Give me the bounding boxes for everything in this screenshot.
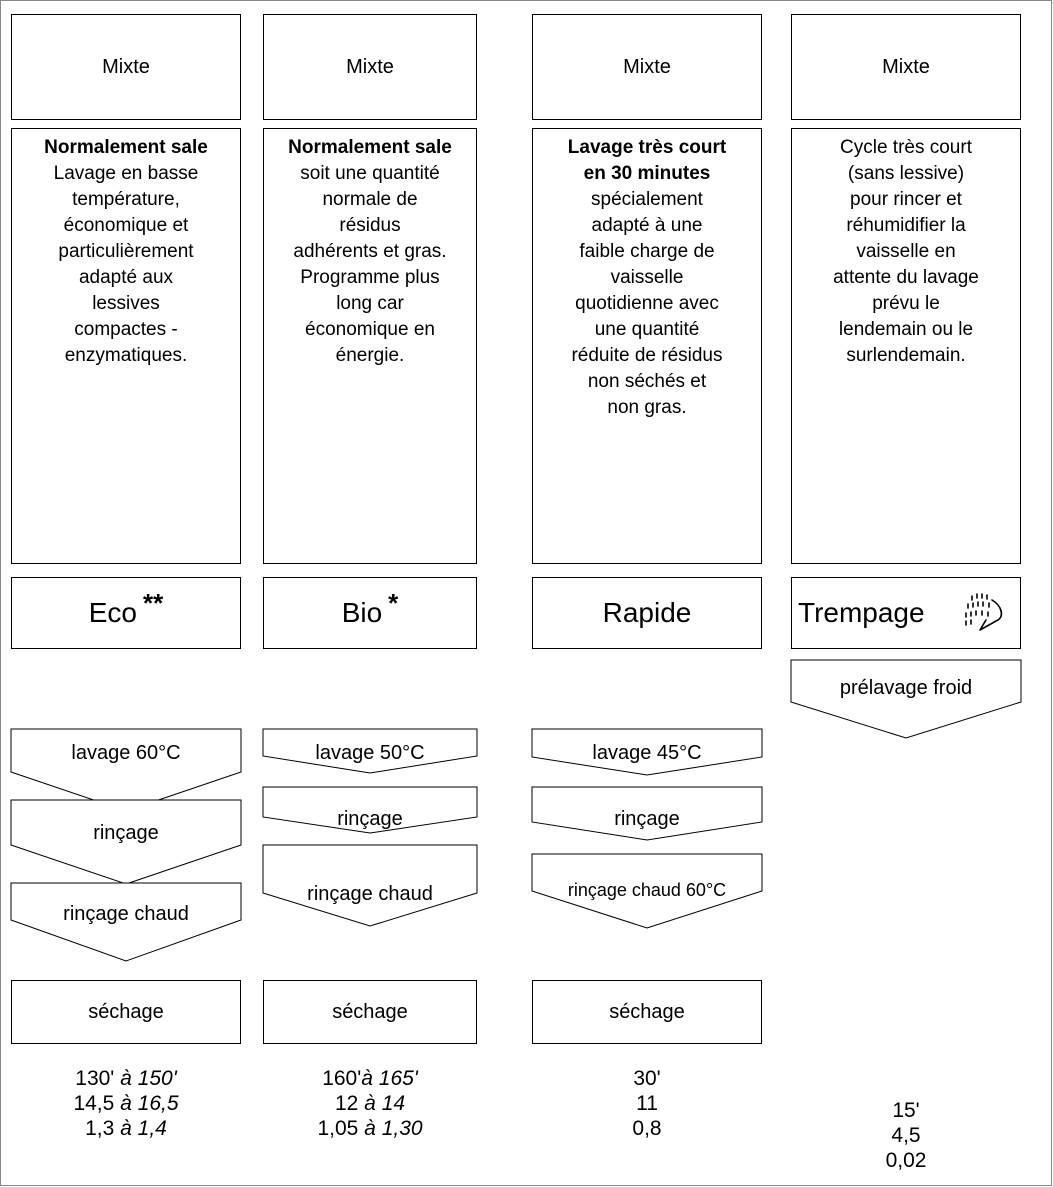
value-line-water: 14,5 à 16,5 [73,1092,179,1115]
category-label: Mixte [882,55,930,78]
description-line: vaisselle en [856,241,956,262]
description-line: adhérents et gras. [293,241,447,262]
values-trempage [791,1098,1021,1173]
values-bio [263,1066,477,1141]
description-title: Normalement sale [44,137,208,158]
description-line: surlendemain. [846,345,966,366]
description-line: réduite de résidus [571,345,723,366]
description-line: vaisselle [610,267,684,288]
description-line: Cycle très court [840,137,972,158]
description-line: enzymatiques. [64,345,188,366]
step-label: lavage 45°C [592,742,702,764]
program-label: Eco [88,597,137,628]
description-line: énergie. [335,345,405,366]
description-line: faible charge de [579,241,715,262]
description-line: température, [72,189,180,210]
value-line-water: 12 à 14 [334,1092,406,1115]
values-rapide [532,1066,762,1141]
description-line: prévu le [872,293,940,314]
value-line-duration: 30' [633,1067,661,1090]
description-title-line: en 30 minutes [583,163,711,184]
value-line-duration: 130' à 150' [75,1067,177,1090]
description-line: non séchés et [587,371,707,392]
category-label: Mixte [102,55,150,78]
description-line: soit une quantité [300,163,440,184]
step-label: rinçage [93,822,159,844]
description-line: spécialement [591,189,703,210]
value-line-energy: 1,3 à 1,4 [85,1117,167,1140]
program-mark: * [388,587,399,618]
description-line: particulièrement [58,241,194,262]
description-line: lessives [92,293,160,314]
category-label: Mixte [346,55,394,78]
value-line-water: 11 [636,1092,658,1115]
drying-box [11,980,241,1044]
description-line: une quantité [594,319,700,340]
values-eco [11,1066,241,1141]
description-line: lendemain ou le [838,319,974,340]
step-label: rinçage chaud [307,883,433,905]
description-line: quotidienne avec [575,293,719,314]
description-line: économique en [305,319,435,340]
program-label: Rapide [602,597,692,628]
description-line: long car [336,293,404,314]
step-label: rinçage [614,808,680,830]
program-mark: ** [143,587,164,618]
value-line-energy: 0,02 [885,1149,927,1172]
drying-label: séchage [609,1000,685,1023]
description-line: compactes - [74,319,178,340]
step-label: rinçage chaud 60°C [567,880,727,900]
step-label: lavage 60°C [71,742,181,764]
category-label: Mixte [623,55,671,78]
description-line: résidus [339,215,401,236]
description-line: adapté aux [78,267,174,288]
step-label: lavage 50°C [315,742,425,764]
program-label: Bio [341,597,383,628]
step-label: rinçage chaud [63,903,189,925]
step-label: prélavage froid [839,677,973,699]
description-line: (sans lessive) [847,163,965,184]
description-line: pour rincer et [850,189,962,210]
value-line-energy: 1,05 à 1,30 [317,1117,423,1140]
description-line: attente du lavage [833,267,979,288]
value-line-duration: 160'à 165' [322,1067,418,1090]
program-label: Trempage [798,597,925,628]
value-line-energy: 0,8 [632,1117,662,1140]
value-line-water: 4,5 [891,1124,921,1147]
description-line: Lavage en basse [53,163,199,184]
description-line: normale de [322,189,418,210]
step-label: rinçage [337,808,403,830]
description-line: non gras. [607,397,687,418]
drying-label: séchage [332,1000,408,1023]
description-line: Programme plus [300,267,440,288]
description-line: économique et [63,215,189,236]
description-title: Normalement sale [288,137,452,158]
description-title-line: Lavage très court [567,137,727,158]
value-line-duration: 15' [892,1099,920,1122]
description-line: réhumidifier la [846,215,966,236]
drying-box [263,980,477,1044]
description-line: adapté à une [591,215,703,236]
drying-box [532,980,762,1044]
drying-label: séchage [88,1000,164,1023]
